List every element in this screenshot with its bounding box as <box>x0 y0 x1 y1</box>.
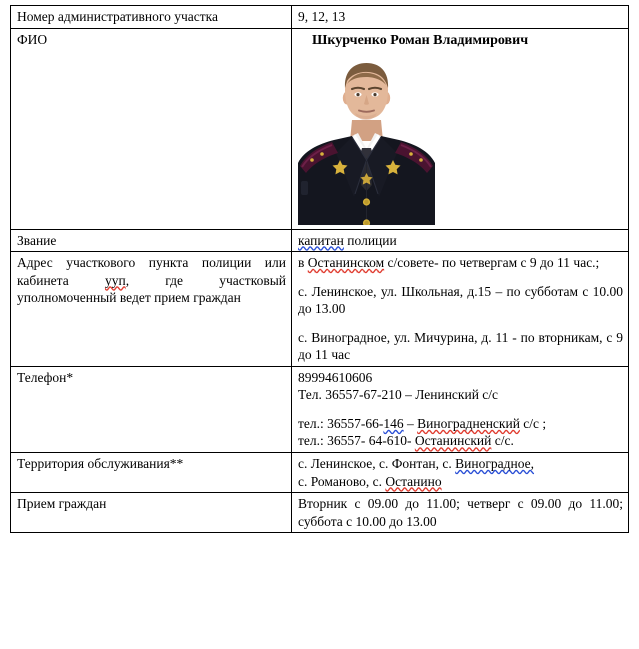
value-full-name-and-photo <box>292 28 629 229</box>
value-text: 9, 12, 13 <box>298 9 346 24</box>
territory-place-spellcheck: Останино <box>385 473 442 489</box>
label-text: Телефон* <box>17 369 74 385</box>
value-district-number <box>292 6 629 29</box>
label-district-number <box>11 6 292 29</box>
phone-line: 89994610606 <box>298 369 373 385</box>
table-row-district-number <box>11 6 629 29</box>
label-full-name <box>11 28 292 229</box>
portrait-photo <box>298 57 435 225</box>
table-row-service-territory <box>11 453 629 493</box>
label-office-address <box>11 252 292 367</box>
officer-info-table <box>10 5 629 533</box>
address-paragraph <box>298 254 623 272</box>
table-row-rank <box>11 229 629 252</box>
rank-word-second: полиции <box>347 232 397 248</box>
rank-word-spellcheck: капитан <box>298 232 344 248</box>
phone-line <box>298 432 623 450</box>
address-paragraph: с. Виноградное, ул. Мичурина, д. 11 - по вторникам, с 9 до 11 час <box>298 329 623 363</box>
label-rank <box>11 229 292 252</box>
territory-prefix: с. Романово, с. <box>298 473 386 489</box>
label-reception-hours <box>11 493 292 533</box>
rank-value <box>298 233 397 248</box>
label-part-3: , где участковый уполномоченный ведет прием граждан <box>17 272 286 306</box>
territory-line <box>298 455 623 473</box>
label-text: Территория обслуживания** <box>17 456 184 472</box>
label-part-1: Адрес участкового пункта полиции или кабинета <box>17 255 286 288</box>
phone-post: с/с. <box>491 433 514 449</box>
phone-prefix: тел.: 36557-66- <box>298 415 384 431</box>
phone-place-spellcheck: Виноградненский <box>417 415 520 431</box>
label-text: Звание <box>17 232 57 248</box>
address-place-spellcheck: Останинском <box>307 255 385 271</box>
territory-line <box>298 473 623 491</box>
phone-post: с/с ; <box>519 415 547 431</box>
phone-line <box>298 415 623 433</box>
label-text: ФИО <box>17 31 48 47</box>
table-row-reception-hours <box>11 493 629 533</box>
officer-name-text: Шкурченко Роман Владимирович <box>312 32 529 48</box>
territory-place-spellcheck: Виноградное, <box>455 456 535 472</box>
label-text: Прием граждан <box>17 496 107 512</box>
label-text: Номер административного участка <box>17 9 218 24</box>
reception-hours-text: Вторник с 09.00 до 11.00; четверг с 09.00 до 11.00; суббота с 10.00 до 13.00 <box>298 496 623 529</box>
value-phone <box>292 366 629 452</box>
table-row-office-address <box>11 252 629 367</box>
label-service-territory <box>11 453 292 493</box>
territory-prefix: с. Ленинское, с. Фонтан, с. <box>298 456 456 472</box>
table-row-full-name <box>11 28 629 229</box>
label-text <box>17 254 286 307</box>
value-office-address <box>292 252 629 367</box>
value-reception-hours <box>292 493 629 533</box>
phone-number-spellcheck: 146 <box>383 415 404 431</box>
phone-prefix: тел.: 36557- 64-610- <box>298 433 415 449</box>
label-part-spellcheck: ууп <box>104 272 126 288</box>
value-service-territory <box>292 453 629 493</box>
value-rank <box>292 229 629 252</box>
address-prefix: в <box>298 255 308 271</box>
table-row-phone <box>11 366 629 452</box>
phone-mid: – <box>403 415 418 431</box>
address-suffix: с/совете- по четвергам с 9 до 11 час.; <box>384 255 600 271</box>
address-paragraph: с. Ленинское, ул. Школьная, д.15 – по субботам с 10.00 до 13.00 <box>298 283 623 317</box>
label-phone <box>11 366 292 452</box>
phone-place-spellcheck: Останинский <box>414 433 492 449</box>
phone-line: Тел. 36557-67-210 – Ленинский с/с <box>298 387 499 403</box>
